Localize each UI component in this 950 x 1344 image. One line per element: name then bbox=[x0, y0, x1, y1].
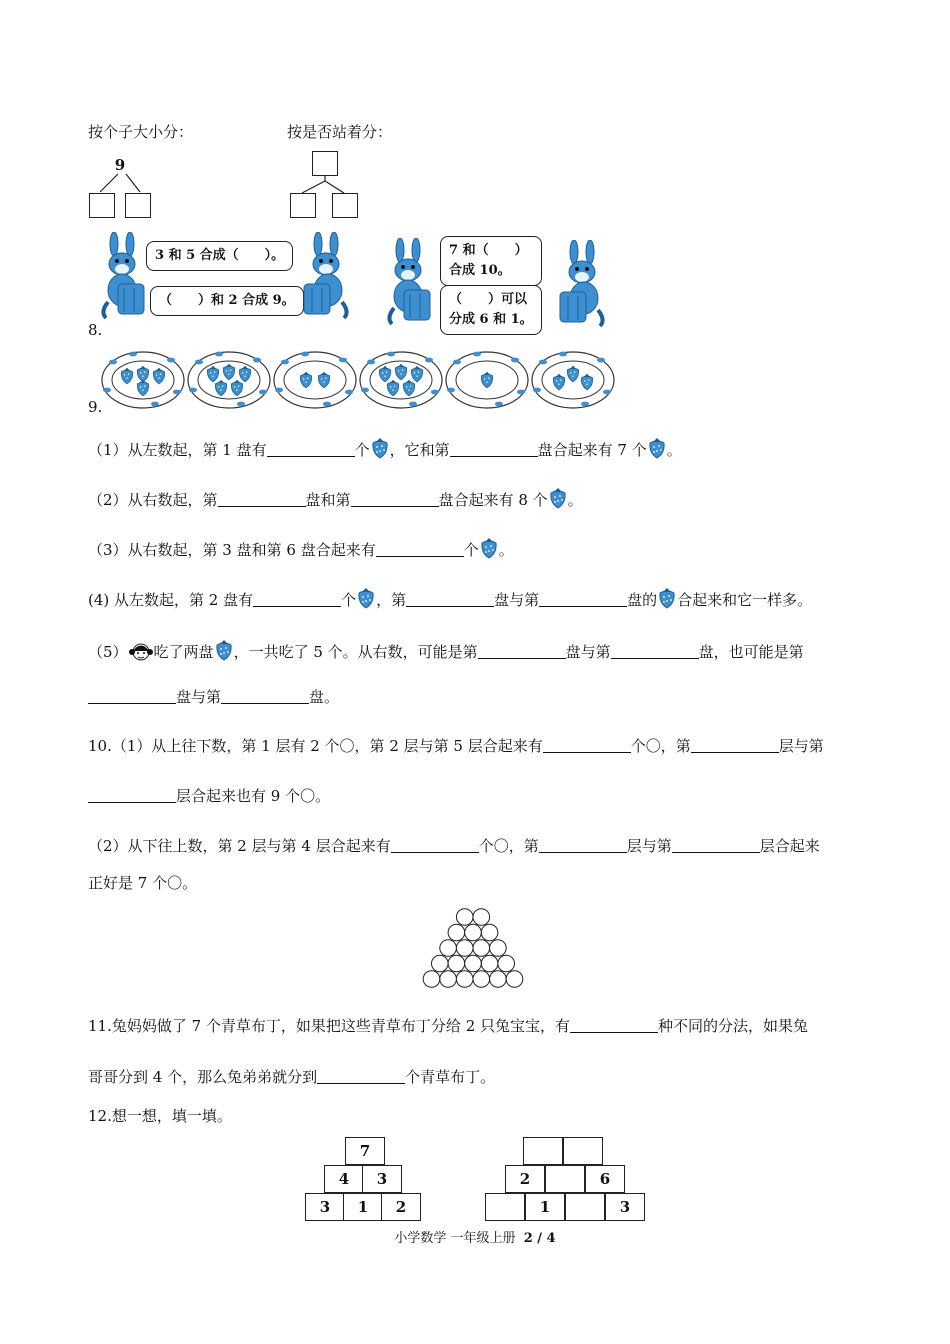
q9-plates bbox=[100, 350, 620, 412]
q12-right-top-1[interactable] bbox=[563, 1137, 603, 1165]
q9-s5-c: ，一共吃了 5 个。从右数，可能是第 bbox=[233, 643, 478, 661]
q11-a: 11.兔妈妈做了 7 个青草布丁，如果把这些青草布丁分给 2 只兔宝宝，有 bbox=[88, 1017, 571, 1035]
q8-number: 8. bbox=[88, 321, 103, 339]
plate-decoration bbox=[533, 388, 541, 393]
q12-right-bot-0[interactable] bbox=[485, 1193, 525, 1221]
q9-s5-d: 盘与第 bbox=[565, 643, 611, 661]
q9-s5 bbox=[88, 639, 804, 667]
q7-right-box-1[interactable] bbox=[290, 193, 316, 218]
plate-decoration bbox=[323, 402, 331, 407]
plate-decoration bbox=[517, 390, 525, 395]
plate-decoration bbox=[151, 402, 159, 407]
q12-left-top-0: 7 bbox=[345, 1137, 385, 1165]
q7-tree-top: 9 bbox=[114, 156, 126, 174]
answer-blank[interactable] bbox=[406, 590, 494, 607]
kangaroo-icon bbox=[300, 232, 350, 320]
pyramid-circle bbox=[456, 909, 473, 926]
q9-s1-d: 盘合起来有 7 个 bbox=[537, 441, 647, 459]
page-footer bbox=[0, 1227, 950, 1246]
q10-p2-d: 层合起来 bbox=[759, 837, 820, 855]
q10-p2-c: 层与第 bbox=[626, 837, 672, 855]
answer-blank[interactable] bbox=[570, 1016, 658, 1033]
q12-left-mid-0: 4 bbox=[324, 1165, 364, 1193]
q12-right-top-0[interactable] bbox=[523, 1137, 563, 1165]
q9-s2-a: （2）从右数起，第 bbox=[88, 491, 218, 509]
answer-blank[interactable] bbox=[539, 836, 627, 853]
q8-bubble-1: 3 和 5 合成（ ）。 bbox=[146, 241, 293, 271]
q9-s5-g: 盘。 bbox=[309, 688, 340, 706]
pyramid-circle bbox=[473, 971, 490, 988]
plate-decoration bbox=[495, 402, 503, 407]
answer-blank[interactable] bbox=[539, 590, 627, 607]
q8-bubble-3-line1: 7 和（ ） bbox=[449, 243, 528, 258]
q9-s3-a: （3）从右数起，第 3 盘和第 6 盘合起来有 bbox=[88, 541, 376, 559]
answer-blank[interactable] bbox=[221, 687, 309, 704]
answer-blank[interactable] bbox=[450, 440, 538, 457]
q9-s2 bbox=[88, 487, 583, 515]
pyramid-circle bbox=[473, 940, 490, 957]
plate-decoration bbox=[301, 352, 309, 357]
q11-b: 种不同的分法，如果兔 bbox=[658, 1017, 809, 1035]
q10-p1-c: 层与第 bbox=[778, 737, 824, 755]
plate-decoration bbox=[195, 360, 203, 365]
strawberry-icon bbox=[370, 437, 390, 465]
q9-s1 bbox=[88, 437, 682, 465]
answer-blank[interactable] bbox=[672, 836, 760, 853]
q9-s2-c: 盘合起来有 8 个 bbox=[438, 491, 548, 509]
strawberry-icon bbox=[548, 487, 568, 515]
q12-right-bot-3: 3 bbox=[605, 1193, 645, 1221]
q12-right-mid-0: 2 bbox=[505, 1165, 545, 1193]
strawberry-icon bbox=[356, 587, 376, 615]
q10-circle-pyramid bbox=[418, 905, 528, 991]
q8-bubble-4 bbox=[440, 285, 542, 335]
q9-s4-f: 合起来和它一样多。 bbox=[677, 591, 813, 609]
q8-bubble-3-line2: 合成 10。 bbox=[449, 263, 511, 278]
plate-decoration bbox=[361, 388, 369, 393]
plate-decoration bbox=[189, 388, 197, 393]
q12-title: 12.想一想，填一填。 bbox=[88, 1107, 232, 1125]
strawberry-icon bbox=[479, 537, 499, 565]
q11-d: 个青草布丁。 bbox=[405, 1068, 496, 1086]
q12-left-bot-2: 2 bbox=[381, 1193, 421, 1221]
q9-s5-b: 吃了两盘 bbox=[153, 643, 214, 661]
q9-s4-e: 盘的 bbox=[627, 591, 658, 609]
strawberry-icon bbox=[647, 437, 667, 465]
pyramid-circle bbox=[432, 955, 449, 972]
q9-s3 bbox=[88, 537, 514, 565]
q9-number: 9. bbox=[88, 398, 103, 416]
page-number: 2 / 4 bbox=[523, 1231, 556, 1246]
q7-tree-right-lines bbox=[290, 175, 360, 195]
footer-text: 小学数学 一年级上册 bbox=[394, 1231, 516, 1246]
pyramid-circle bbox=[440, 971, 457, 988]
q9-s1-c: ，它和第 bbox=[389, 441, 450, 459]
answer-blank[interactable] bbox=[391, 836, 479, 853]
pyramid-circle bbox=[481, 924, 498, 941]
strawberry-icon bbox=[657, 587, 677, 615]
q11-line2 bbox=[88, 1066, 495, 1088]
answer-blank[interactable] bbox=[478, 642, 566, 659]
pyramid-circle bbox=[465, 924, 482, 941]
pyramid-circle bbox=[423, 971, 440, 988]
q7-label-size: 按个子大小分： bbox=[88, 123, 194, 141]
answer-blank[interactable] bbox=[543, 736, 631, 753]
q12-left-bot-0: 3 bbox=[305, 1193, 345, 1221]
q10-p1-b: 个〇，第 bbox=[630, 737, 691, 755]
answer-blank[interactable] bbox=[317, 1067, 405, 1084]
q10-p1-d: 层合起来也有 9 个〇。 bbox=[176, 787, 331, 805]
strawberry-icon bbox=[214, 639, 234, 667]
plate-decoration bbox=[275, 388, 283, 393]
pyramid-circle bbox=[473, 909, 490, 926]
q7-tree-left-lines bbox=[88, 170, 158, 195]
pyramid-circle bbox=[448, 955, 465, 972]
strawberry-plate bbox=[446, 352, 528, 408]
pyramid-circle bbox=[448, 924, 465, 941]
answer-blank[interactable] bbox=[253, 590, 341, 607]
plate-decoration bbox=[103, 388, 111, 393]
q12-left-mid-1: 3 bbox=[362, 1165, 402, 1193]
plate-decoration bbox=[409, 402, 417, 407]
q10-p2-a: （2）从下往上数，第 2 层与第 4 层合起来有 bbox=[88, 837, 391, 855]
q12-left-bot-1: 1 bbox=[343, 1193, 383, 1221]
plate-decoration bbox=[109, 360, 117, 365]
q9-s5-a: （5） bbox=[88, 643, 128, 661]
plate-decoration bbox=[339, 358, 347, 363]
q10-p1-cont bbox=[88, 785, 330, 807]
plate-decoration bbox=[597, 358, 605, 363]
pyramid-circle bbox=[456, 971, 473, 988]
pyramid-circle bbox=[481, 955, 498, 972]
q7-left-box-1[interactable] bbox=[89, 193, 115, 218]
q9-s1-e: 。 bbox=[666, 441, 682, 459]
pyramid-circle bbox=[465, 955, 482, 972]
plate-decoration bbox=[253, 358, 261, 363]
plate-decoration bbox=[581, 402, 589, 407]
q8-bubble-3 bbox=[440, 236, 542, 286]
plate-decoration bbox=[237, 402, 245, 407]
q10-p1 bbox=[88, 735, 824, 757]
q9-s5-cont bbox=[88, 686, 339, 708]
q7-right-box-2[interactable] bbox=[332, 193, 358, 218]
strawberry-plate bbox=[188, 352, 270, 408]
q10-p2-cont bbox=[88, 872, 197, 894]
plate-decoration bbox=[425, 358, 433, 363]
q10-p2 bbox=[88, 835, 820, 857]
q8-bubble-4-line2: 分成 6 和 1。 bbox=[449, 312, 533, 327]
answer-blank[interactable] bbox=[351, 490, 439, 507]
plate-decoration bbox=[473, 352, 481, 357]
answer-blank[interactable] bbox=[611, 642, 699, 659]
q9-s2-b: 盘和第 bbox=[305, 491, 351, 509]
answer-blank[interactable] bbox=[218, 490, 306, 507]
plate-decoration bbox=[387, 352, 395, 357]
plate-decoration bbox=[447, 388, 455, 393]
plate-decoration bbox=[345, 390, 353, 395]
q11-c: 哥哥分到 4 个，那么兔弟弟就分到 bbox=[88, 1068, 318, 1086]
q9-s2-d: 。 bbox=[567, 491, 583, 509]
plate-decoration bbox=[559, 352, 567, 357]
pyramid-circle bbox=[456, 940, 473, 957]
answer-blank[interactable] bbox=[691, 736, 779, 753]
answer-blank[interactable] bbox=[88, 687, 176, 704]
plate-decoration bbox=[129, 352, 137, 357]
plate-decoration bbox=[511, 358, 519, 363]
plate-decoration bbox=[603, 390, 611, 395]
q12-right-bot-1: 1 bbox=[525, 1193, 565, 1221]
plate-decoration bbox=[259, 390, 267, 395]
q10-p2-b: 个〇，第 bbox=[478, 837, 539, 855]
q12-right-bot-2[interactable] bbox=[565, 1193, 605, 1221]
q9-s3-c: 。 bbox=[498, 541, 514, 559]
plate-decoration bbox=[453, 360, 461, 365]
strawberry-plate bbox=[532, 352, 614, 408]
q9-s1-b: 个 bbox=[354, 441, 370, 459]
q12-right-mid-2: 6 bbox=[585, 1165, 625, 1193]
q8-bubble-2: （ ）和 2 合成 9。 bbox=[150, 286, 304, 316]
q9-s5-f: 盘与第 bbox=[176, 688, 222, 706]
q9-s4-b: 个 bbox=[341, 591, 357, 609]
q9-s4-c: ，第 bbox=[376, 591, 407, 609]
answer-blank[interactable] bbox=[376, 540, 464, 557]
plate-decoration bbox=[431, 390, 439, 395]
kangaroo-icon bbox=[386, 238, 436, 326]
plate-decoration bbox=[281, 360, 289, 365]
q12-right-mid-1[interactable] bbox=[545, 1165, 585, 1193]
q9-s3-b: 个 bbox=[463, 541, 479, 559]
q9-s4 bbox=[88, 587, 812, 615]
pyramid-circle bbox=[498, 955, 515, 972]
q7-right-top-box[interactable] bbox=[312, 151, 338, 176]
girl-icon bbox=[128, 640, 154, 662]
plate-decoration bbox=[367, 360, 375, 365]
pyramid-circle bbox=[506, 971, 523, 988]
plate-decoration bbox=[539, 360, 547, 365]
q9-s1-a: （1）从左数起，第 1 盘有 bbox=[88, 441, 267, 459]
strawberry-plate bbox=[274, 352, 356, 408]
answer-blank[interactable] bbox=[267, 440, 355, 457]
answer-blank[interactable] bbox=[88, 786, 176, 803]
strawberry-plate bbox=[102, 352, 184, 408]
q7-left-box-2[interactable] bbox=[125, 193, 151, 218]
pyramid-circle bbox=[490, 971, 507, 988]
strawberry-plate bbox=[360, 352, 442, 408]
pyramid-circle bbox=[440, 940, 457, 957]
q9-s4-a: (4) 从左数起，第 2 盘有 bbox=[88, 591, 254, 609]
plate-decoration bbox=[215, 352, 223, 357]
q10-p1-a: 10.（1）从上往下数，第 1 层有 2 个〇，第 2 层与第 5 层合起来有 bbox=[88, 737, 543, 755]
q9-s5-e: 盘，也可能是第 bbox=[698, 643, 804, 661]
q9-s4-d: 盘与第 bbox=[494, 591, 540, 609]
q10-p2-e: 正好是 7 个〇。 bbox=[88, 874, 198, 892]
q11-line1 bbox=[88, 1015, 808, 1037]
plate-decoration bbox=[167, 358, 175, 363]
kangaroo-icon bbox=[100, 232, 150, 320]
plate-decoration bbox=[173, 390, 181, 395]
q7-label-stand: 按是否站着分： bbox=[287, 123, 393, 141]
pyramid-circle bbox=[490, 940, 507, 957]
q8-bubble-4-line1: （ ）可以 bbox=[449, 292, 528, 307]
kangaroo-icon bbox=[556, 240, 606, 328]
